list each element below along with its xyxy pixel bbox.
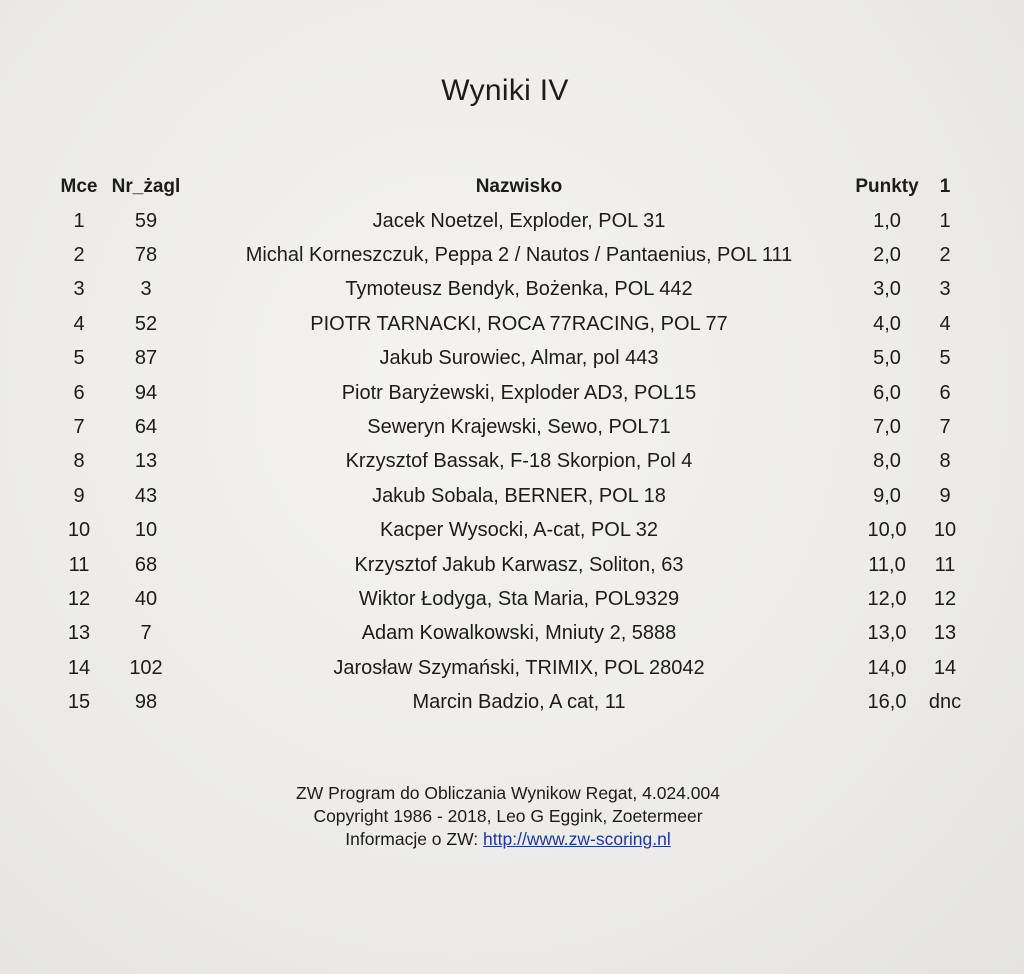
cell-points: 2,0 — [873, 244, 901, 267]
footer-info — [0, 828, 1016, 851]
cell-position: 1 — [73, 209, 85, 232]
cell-name: Adam Kowalkowski, Mniuty 2, 5888 — [361, 622, 677, 645]
cell-points: 9,0 — [873, 484, 901, 507]
cell-points: 8,0 — [873, 450, 901, 473]
cell-race-1: 14 — [933, 656, 957, 679]
cell-sail-number: 13 — [134, 450, 158, 473]
cell-sail-number: 40 — [134, 587, 158, 610]
footer-info-label: Informacje o ZW: — [345, 829, 479, 849]
cell-points: 12,0 — [867, 587, 907, 610]
cell-points: 13,0 — [867, 622, 907, 645]
cell-race-1: 13 — [933, 622, 957, 645]
results-body — [50, 204, 970, 720]
table-row — [50, 204, 970, 238]
cell-points: 5,0 — [873, 347, 901, 370]
cell-name: Jarosław Szymański, TRIMIX, POL 28042 — [333, 656, 705, 679]
cell-position: 8 — [73, 450, 85, 473]
cell-position: 5 — [73, 347, 85, 370]
cell-race-1: 2 — [939, 244, 951, 267]
cell-name: PIOTR TARNACKI, ROCA 77RACING, POL 77 — [310, 312, 728, 335]
cell-sail-number: 59 — [134, 209, 158, 232]
cell-points: 10,0 — [867, 519, 907, 542]
cell-race-1: 11 — [934, 553, 956, 576]
cell-position: 2 — [73, 244, 85, 267]
footer-copyright: Copyright 1986 - 2018, Leo G Eggink, Zoetermeer — [313, 806, 703, 826]
cell-points: 6,0 — [873, 381, 901, 404]
cell-race-1: 8 — [939, 450, 951, 473]
cell-name: Michal Korneszczuk, Peppa 2 / Nautos / Pantaenius, POL 111 — [245, 244, 793, 267]
table-row — [50, 479, 970, 513]
cell-sail-number: 68 — [134, 553, 158, 576]
table-row — [50, 342, 970, 376]
header-position: Mce — [60, 176, 98, 197]
cell-sail-number: 94 — [134, 381, 158, 404]
cell-position: 14 — [67, 656, 91, 679]
table-header-row — [50, 170, 970, 204]
table-row — [50, 410, 970, 444]
cell-name: Jacek Noetzel, Exploder, POL 31 — [372, 209, 666, 232]
table-row — [50, 651, 970, 685]
cell-points: 4,0 — [873, 312, 901, 335]
cell-name: Seweryn Krajewski, Sewo, POL71 — [367, 416, 671, 439]
cell-sail-number: 98 — [134, 691, 158, 714]
cell-name: Krzysztof Jakub Karwasz, Soliton, 63 — [354, 553, 684, 576]
cell-sail-number: 7 — [140, 622, 152, 645]
cell-name: Jakub Surowiec, Almar, pol 443 — [379, 347, 659, 370]
cell-position: 13 — [67, 622, 91, 645]
header-points: Punkty — [855, 176, 919, 197]
table-row — [50, 582, 970, 616]
results-table — [50, 170, 970, 720]
cell-points: 3,0 — [873, 278, 901, 301]
cell-points: 11,0 — [868, 553, 906, 576]
header-race-1: 1 — [939, 176, 951, 197]
table-row — [50, 617, 970, 651]
cell-points: 16,0 — [867, 691, 907, 714]
cell-name: Marcin Badzio, A cat, 11 — [412, 691, 626, 714]
cell-race-1: dnc — [928, 691, 962, 714]
cell-points: 1,0 — [873, 209, 901, 232]
cell-race-1: 5 — [939, 347, 951, 370]
cell-name: Krzysztof Bassak, F-18 Skorpion, Pol 4 — [345, 450, 693, 473]
cell-sail-number: 87 — [134, 347, 158, 370]
table-row — [50, 376, 970, 410]
table-row — [50, 307, 970, 341]
header-name: Nazwisko — [475, 176, 563, 197]
cell-position: 12 — [67, 587, 91, 610]
cell-sail-number: 78 — [134, 244, 158, 267]
cell-position: 15 — [67, 691, 91, 714]
cell-points: 14,0 — [867, 656, 907, 679]
table-row — [50, 548, 970, 582]
cell-sail-number: 43 — [134, 484, 158, 507]
cell-sail-number: 10 — [134, 519, 158, 542]
cell-name: Kacper Wysocki, A-cat, POL 32 — [379, 519, 659, 542]
cell-name: Jakub Sobala, BERNER, POL 18 — [372, 484, 666, 507]
footer-program: ZW Program do Obliczania Wynikow Regat, 4.024.004 — [296, 783, 720, 803]
cell-race-1: 4 — [939, 312, 951, 335]
footer — [0, 782, 1016, 851]
cell-name: Piotr Baryżewski, Exploder AD3, POL15 — [341, 381, 697, 404]
cell-race-1: 7 — [939, 416, 951, 439]
cell-race-1: 12 — [933, 587, 957, 610]
cell-race-1: 6 — [939, 381, 951, 404]
cell-sail-number: 64 — [134, 416, 158, 439]
cell-position: 9 — [73, 484, 85, 507]
cell-position: 11 — [68, 553, 90, 576]
cell-sail-number: 3 — [140, 278, 152, 301]
cell-position: 6 — [73, 381, 85, 404]
table-row — [50, 445, 970, 479]
page-title: Wyniki IV — [441, 74, 569, 107]
table-row — [50, 685, 970, 719]
cell-race-1: 9 — [939, 484, 951, 507]
table-row — [50, 514, 970, 548]
zw-scoring-link[interactable]: http://www.zw-scoring.nl — [483, 829, 671, 849]
cell-sail-number: 102 — [129, 656, 163, 679]
cell-name: Wiktor Łodyga, Sta Maria, POL9329 — [358, 587, 680, 610]
cell-position: 3 — [73, 278, 85, 301]
table-row — [50, 273, 970, 307]
cell-race-1: 10 — [933, 519, 957, 542]
header-sail-number: Nr_żagl — [111, 176, 181, 197]
cell-position: 7 — [73, 416, 85, 439]
cell-points: 7,0 — [873, 416, 901, 439]
cell-position: 4 — [73, 312, 85, 335]
table-row — [50, 238, 970, 272]
cell-race-1: 3 — [939, 278, 951, 301]
cell-position: 10 — [67, 519, 91, 542]
cell-name: Tymoteusz Bendyk, Bożenka, POL 442 — [345, 278, 693, 301]
cell-sail-number: 52 — [134, 312, 158, 335]
cell-race-1: 1 — [939, 209, 951, 232]
